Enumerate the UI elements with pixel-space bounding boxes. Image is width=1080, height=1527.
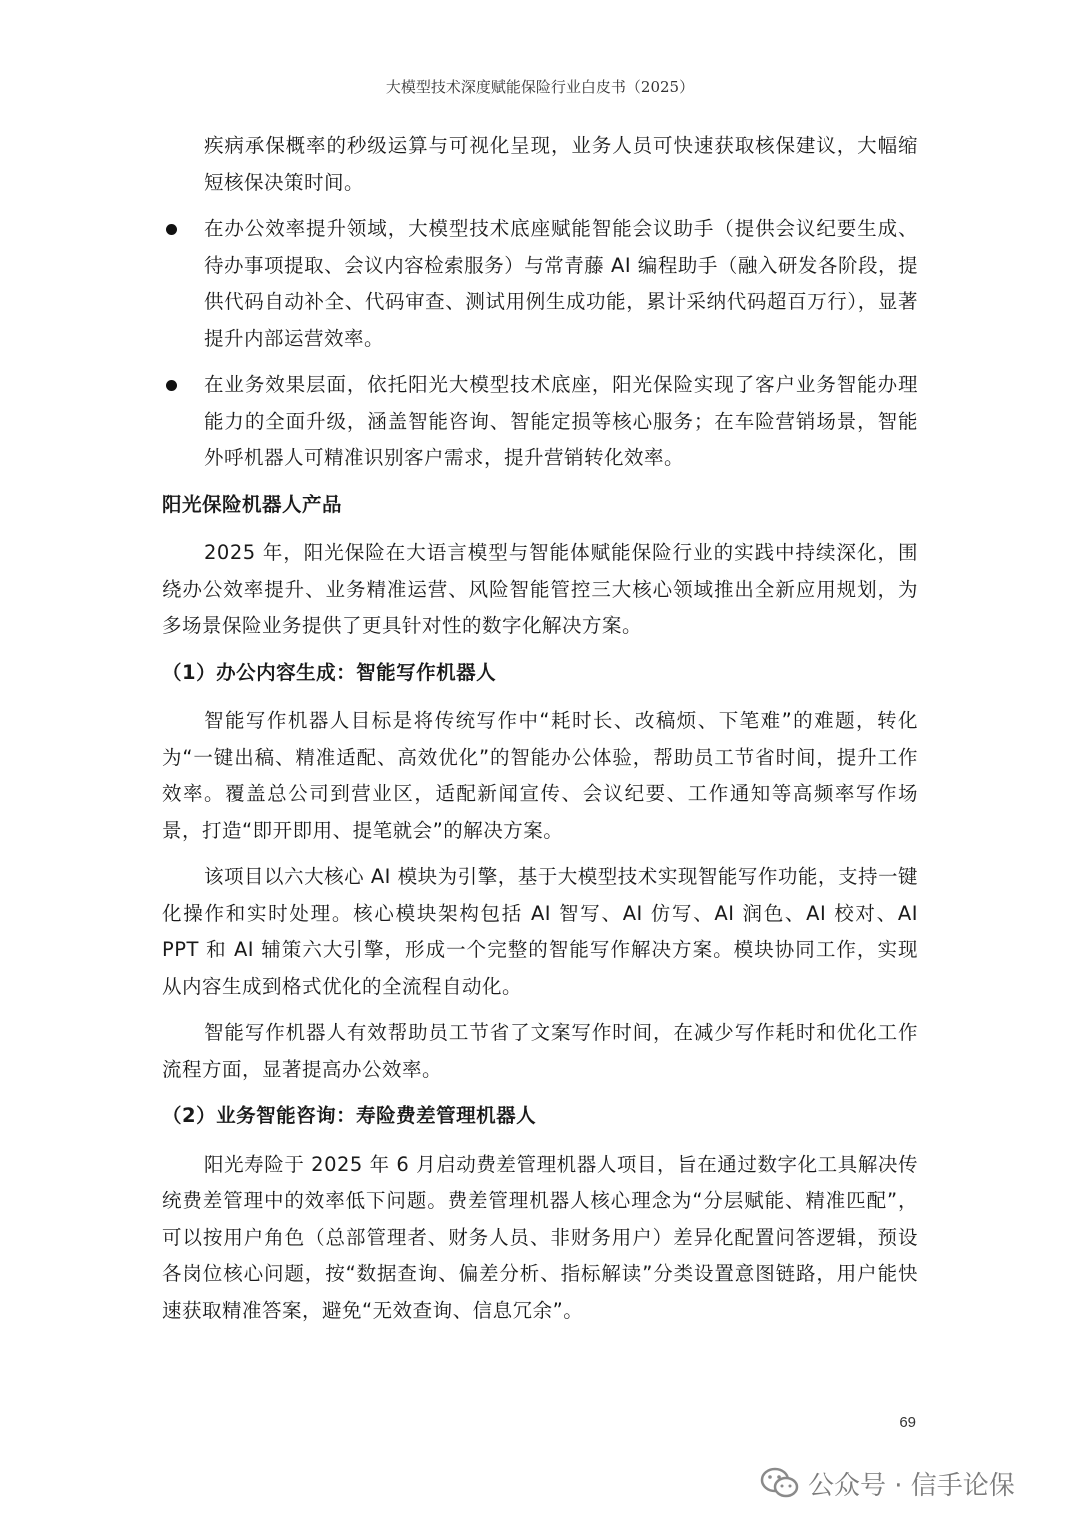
bullet-text: 在办公效率提升领域，大模型技术底座赋能智能会议助手（提供会议纪要生成、待办事项提取、会议内容检索服务）与常青藤 AI 编程助手（融入研发各阶段，提供代码自动补全、代码审查、测试用例生成功能，累计采纳代码超百万行），显著提升内部运营效率。 bbox=[204, 217, 918, 350]
paragraph: 智能写作机器人目标是将传统写作中“耗时长、改稿烦、下笔难”的难题，转化为“一键出稿、精准适配、高效优化”的智能办公体验，帮助员工节省时间，提升工作效率。覆盖总公司到营业区，适配新闻宣传、会议纪要、工作通知等高频率写作场景，打造“即开即用、提笔就会”的解决方案。 bbox=[162, 709, 918, 842]
bullet-item-business-effect bbox=[162, 367, 918, 477]
page-number: 69 bbox=[899, 1414, 916, 1431]
wechat-icon bbox=[760, 1466, 800, 1500]
section-heading: 阳光保险机器人产品 bbox=[162, 492, 343, 516]
watermark-text: 公众号 · 信手论保 bbox=[808, 1470, 1015, 1501]
bullet-item-office-efficiency bbox=[162, 211, 918, 357]
paragraph: 2025 年，阳光保险在大语言模型与智能体赋能保险行业的实践中持续深化，围绕办公效率提升、业务精准运营、风险智能管控三大核心领域推出全新应用规划，为多场景保险业务提供了更具针对性的数字化解决方案。 bbox=[162, 541, 918, 637]
paragraph: 阳光寿险于 2025 年 6 月启动费差管理机器人项目，旨在通过数字化工具解决传统费差管理中的效率低下问题。费差管理机器人核心理念为“分层赋能、精准匹配”，可以按用户角色（总部管理者、财务人员、非财务用户）差异化配置问答逻辑，预设各岗位核心问题，按“数据查询、偏差分析、指标解读”分类设置意图链路，用户能快速获取精准答案，避免“无效查询、信息冗余”。 bbox=[162, 1152, 918, 1322]
subsection-heading: （1）办公内容生成：智能写作机器人 bbox=[162, 660, 497, 684]
paragraph: 智能写作机器人有效帮助员工节省了文案写作时间，在减少写作耗时和优化工作流程方面，显著提高办公效率。 bbox=[162, 1021, 918, 1081]
paragraph: 该项目以六大核心 AI 模块为引擎，基于大模型技术实现智能写作功能，支持一键化操作和实时处理。核心模块架构包括 AI 智写、AI 仿写、AI 润色、AI 校对、AI PPT 和 AI 辅策六大引擎，形成一个完整的智能写作解决方案。模块协同工作，实现从内容生成到格式优化的全流程自动化。 bbox=[162, 865, 918, 998]
subsection-heading: （2）业务智能咨询：寿险费差管理机器人 bbox=[162, 1104, 537, 1127]
watermark bbox=[760, 1460, 1015, 1506]
bullet-dot-icon bbox=[166, 224, 177, 235]
bullet-dot-icon bbox=[166, 380, 177, 391]
continued-paragraph: 疾病承保概率的秒级运算与可视化呈现，业务人员可快速获取核保建议，大幅缩短核保决策时间。 bbox=[204, 134, 918, 194]
page-body bbox=[162, 128, 918, 1339]
running-header: 大模型技术深度赋能保险行业白皮书（2025） bbox=[385, 78, 695, 96]
bullet-text: 在业务效果层面，依托阳光大模型技术底座，阳光保险实现了客户业务智能办理能力的全面升级，涵盖智能咨询、智能定损等核心服务；在车险营销场景，智能外呼机器人可精准识别客户需求，提升营销转化效率。 bbox=[204, 373, 918, 469]
